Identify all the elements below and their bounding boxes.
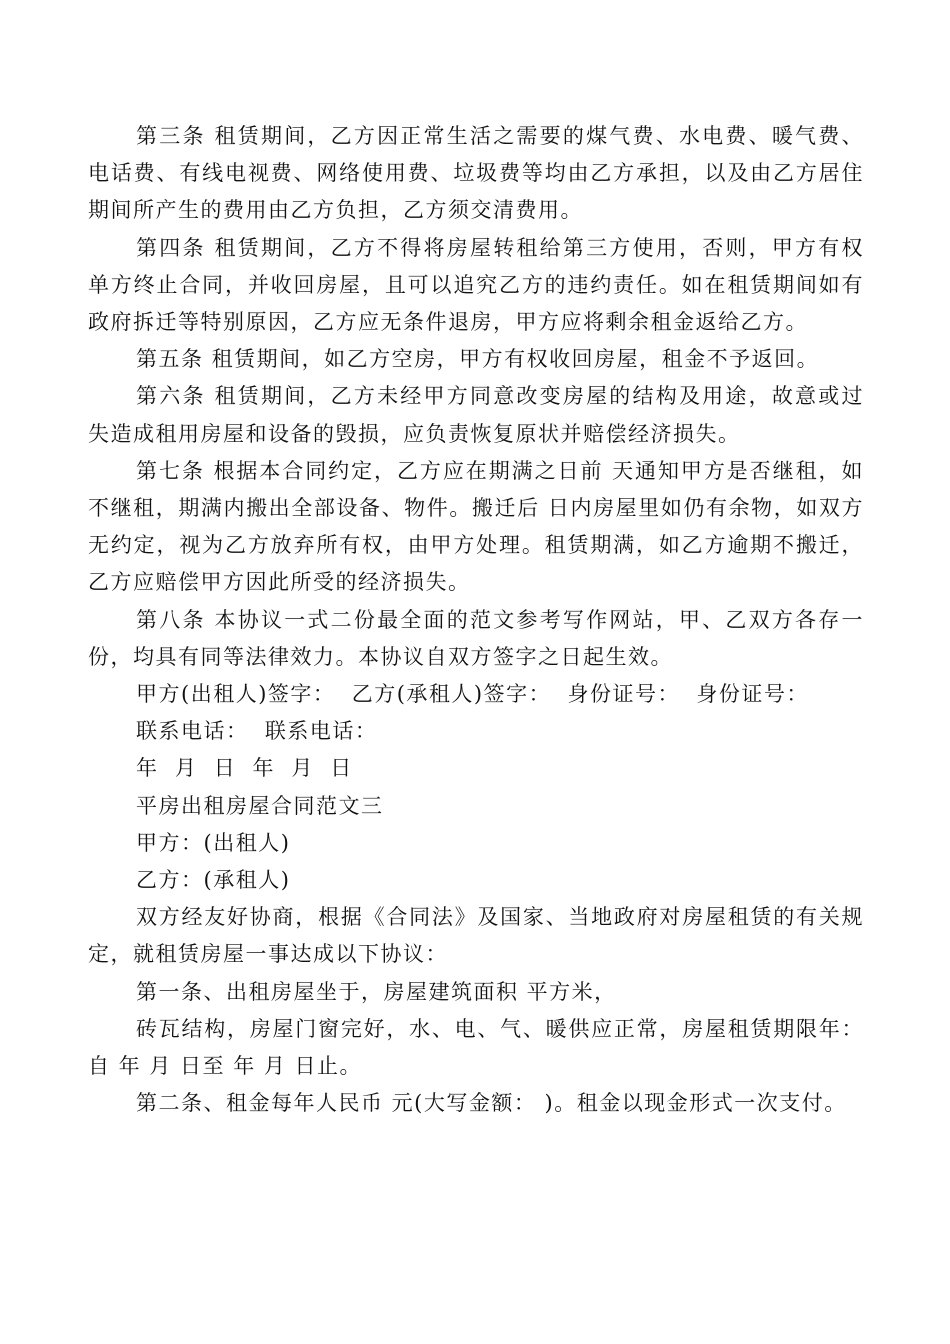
article-3-paragraph: 第三条 租赁期间，乙方因正常生活之需要的煤气费、水电费、暖气费、电话费、有线电视费、网络使用费、垃圾费等均由乙方承担，以及由乙方居住期间所产生的费用由乙方负担，乙方须交清费用。 bbox=[88, 124, 864, 223]
new-article-2-paragraph: 第二条、租金每年人民币 元(大写金额： )。租金以现金形式一次支付。 bbox=[136, 1091, 847, 1116]
intro-paragraph: 双方经友好协商，根据《合同法》及国家、当地政府对房屋租赁的有关规定，就租赁房屋一事达成以下协议： bbox=[88, 905, 864, 967]
article-6-paragraph: 第六条 租赁期间，乙方未经甲方同意改变房屋的结构及用途，故意或过失造成租用房屋和设备的毁损，应负责恢复原状并赔偿经济损失。 bbox=[88, 384, 864, 446]
document-page bbox=[88, 118, 864, 1122]
phone-line: 联系电话： 联系电话： bbox=[136, 719, 378, 744]
article-7-paragraph: 第七条 根据本合同约定，乙方应在期满之日前 天通知甲方是否继租，如不继租，期满内搬出全部设备、物件。搬迁后 日内房屋里如仍有余物，如双方无约定，视为乙方放弃所有权，由甲方处理。租赁期满，如乙方逾期不搬迁，乙方应赔偿甲方因此所受的经济损失。 bbox=[88, 458, 864, 595]
date-line: 年 月 日 年 月 日 bbox=[136, 756, 353, 781]
new-article-1-continuation: 砖瓦结构，房屋门窗完好，水、电、气、暖供应正常，房屋租赁期限年：自 年 月 日至 年 月 日止。 bbox=[88, 1016, 864, 1079]
article-8-paragraph: 第八条 本协议一式二份最全面的范文参考写作网站，甲、乙双方各存一份，均具有同等法律效力。本协议自双方签字之日起生效。 bbox=[88, 607, 864, 669]
party-a-line: 甲方：(出租人) bbox=[136, 830, 291, 855]
contract-title: 平房出租房屋合同范文三 bbox=[136, 793, 384, 818]
signature-line: 甲方(出租人)签字： 乙方(承租人)签字： 身份证号： 身份证号： bbox=[136, 682, 809, 707]
new-article-1-paragraph: 第一条、出租房屋坐于，房屋建筑面积 平方米， bbox=[136, 979, 617, 1004]
article-4-paragraph: 第四条 租赁期间，乙方不得将房屋转租给第三方使用，否则，甲方有权单方终止合同，并收回房屋，且可以追究乙方的违约责任。如在租赁期间如有政府拆迁等特别原因，乙方应无条件退房，甲方应将剩余租金返给乙方。 bbox=[88, 235, 864, 335]
party-b-line: 乙方：(承租人) bbox=[136, 868, 291, 893]
article-5-paragraph: 第五条 租赁期间，如乙方空房，甲方有权收回房屋，租金不予返回。 bbox=[136, 347, 820, 372]
